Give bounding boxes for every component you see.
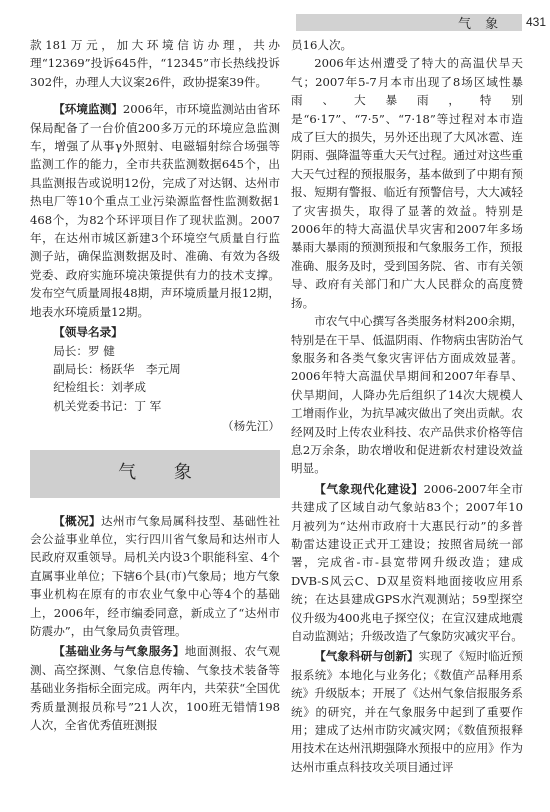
paragraph-environment-continued: 款181万元，加大环境信访办理，共办理“12369”投诉645件，“12345”市长热线投诉302件，办理人大议案26件，政协提案39件。: [30, 38, 280, 89]
keyword-modernization: 【气象现代化建设】: [314, 481, 424, 496]
page-header: [0, 0, 550, 34]
paragraph-overview: [30, 512, 280, 641]
right-column: [291, 36, 523, 776]
keyword-overview: 【概况】: [53, 513, 102, 528]
header-title: 气 象: [458, 17, 504, 32]
paragraph-weather-events: 2006年达州遭受了特大的高温伏旱天气；2007年5-7月本市出现了8场区域性暴雨、大暴雨，特别是“6·17”、“7·5”、“7·18”等过程对本市造成了巨大的损失，另外还出现了大风冰雹、连阴雨、强降温等重大天气过程。通过对这些重大天气过程的预报服务，基本做到了中期有预报、短期有警报、临近有预警信号，大大减轻了灾害损失，取得了显著的效益。特别是2006年的特大高温伏旱灾害和2007年多场暴雨大暴雨的预测预报和气象服务工作，预报准确、服务及时，受到国务院、省、市有关领导、政府有关部门和广大人民群众的高度赞扬。: [291, 56, 523, 310]
leaders-heading: [30, 323, 280, 341]
text-modernization: 2006-2007年全市共建成了区域自动气象站83个；2007年10月被列为“达州市政府十大惠民行动”的多普勒雷达建设正式开工建设；按照省局统一部署，完成省-市-县宽带网升级改造；建成DVB-S风云C、D双星资料地面接收应用系统；在达县建成GPS水汽观测站；59型探空仪升级为400兆电子探空仪；在宣汉建成地震自动监测站；升级改造了气象防灾减灾平台。: [291, 481, 523, 643]
text-research: 实现了《短时临近预报系统》本地化与业务化；《数值产品释用系统》升级版本；开展了《达州气象信报服务系统》的研究，并在气象服务中起到了重要作用；建成了达州市防灾减灾网；《数值预报释用技术在达州汛期强降水预报中的应用》作为达州市重点科技攻关项目通过评: [291, 649, 523, 774]
paragraph-modernization: [291, 480, 523, 646]
text-environment-monitoring: 2006年，市环境监测站由省环保局配备了一台价值200多万元的环境应急监测车，增强了从事γ外照射、电磁辐射综合场强等监测工作的能力，全市共获监测数据645个，出具监测报告或说明12份，完成了对达钢、达州市热电厂等10个重点工业污染源监督性监测数据1 468个，为82个环评项目作了现状监测。2007年，在达州市城区新建3个环境空气质量自行监测子站，确保监测数据及时、准确、有效为各级党委、政府实施环境决策提供有力的技术支撑。发布空气质量周报48期，声环境质量月报12期，地表水环境质量12期。: [30, 102, 280, 319]
leader-line: 纪检组长：刘孝成: [53, 380, 146, 395]
keyword-environment-monitoring: 【环境监测】: [53, 102, 123, 117]
paragraph-basic-services: [30, 642, 280, 734]
section-heading-box: [30, 450, 280, 498]
page-number: 431: [526, 15, 547, 29]
leader-line: 副局长：杨跃华 李元周: [53, 361, 181, 376]
leader-line: 机关党委书记：丁 军: [53, 398, 162, 413]
text-basic-services: 地面测报、农气观测、高空探测、气象信息传输、气象技术装备等基础业务指标全面完成。两年内，共荣获“全国优秀质量测报员称号”21人次，100班无错情198人次，全省优秀值班测报: [30, 644, 280, 732]
paragraph-research: [291, 647, 523, 776]
left-column: [30, 36, 280, 734]
keyword-research: 【气象科研与创新】: [314, 649, 419, 664]
keyword-leaders: 【领导名录】: [53, 325, 123, 340]
paragraph-services-continued: 员16人次。: [291, 38, 353, 52]
text-overview: 达州市气象局属科技型、基础性社会公益事业单位，实行四川省气象局和达州市人民政府双重领导。局机关内设3个职能科室、4个直属事业单位；下辖6个县(市)气象局；地方气象事业机构在原有的市农业气象中心等4个的基础上，2006年，经市编委同意，新成立了“达州市防震办”，由气象局负责管理。: [30, 513, 280, 638]
paragraph-agro-meteorology: 市农气中心撰写各类服务材料200余期，特别是在干旱、低温阴雨、作物病虫害防治气象服务和各类气象灾害评估方面成效显著。2006年特大高温伏旱期间和2007年春旱、伏旱期间，人降办先后组织了14次大规模人工增雨作业，为抗旱减灾做出了突出贡献。农经网及时上传农业科技、农产品供求价格等信息2万余条，助农增收和促进新农村建设效益明显。: [291, 314, 523, 476]
keyword-basic-services: 【基础业务与气象服务】: [53, 644, 185, 659]
author-credit: （杨先江）: [222, 419, 280, 434]
spacer: [30, 91, 280, 100]
leader-line: 局长：罗 健: [53, 343, 115, 358]
section-heading: 气 象: [118, 462, 208, 484]
paragraph-environment-monitoring: [30, 100, 280, 321]
